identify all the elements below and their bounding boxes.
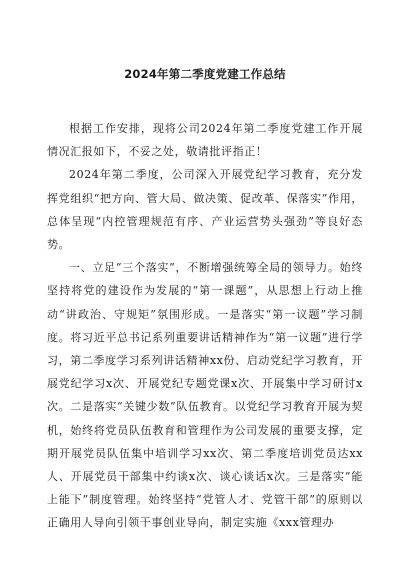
paragraph-intro: 根据工作安排，现将公司2024年第二季度党建工作开展情况汇报如下，不妥之处，敬请批评指正！ [47,122,363,159]
paragraph-section-one: 一、立足“三个落实”，不断增强统筹全局的领导力。始终坚持将党的建设作为发展的“第一课题”，从思想上行动上推动“讲政治、守规矩”氛围形成。一是落实“第一议题”学习制度。将习近平总书记系列重要讲话精神作为“第一议题”进行学习，第二季度学习系列讲话精神xx份、启动党纪学习教育，开展党纪学习x次、开展党纪专题党课x次、开展集中学习研讨x次。二是落实“关键少数”队伍教育。以党纪学习教育开展为契机，始终将党员队伍教育和管理作为公司发展的重要支撑，定期开展党员队伍集中培训学习xx次、第二季度培训党员达xx人、开展党员干部集中约谈x次、谈心谈话x次。三是落实“能上能下”制度管理。始终坚持“党管人才、党管干部”的原则以正确用人导向引领干事创业导向，制定实施《xxx管理办 [47,261,363,530]
document-body [47,117,363,535]
document-title: 2024年第二季度党建工作总结 [124,67,286,81]
paragraph-overview: 2024年第二季度，公司深入开展党纪学习教育，充分发挥党组织“把方向、管大局、做决策、促改革、保落实”作用，总体呈现“内控管理规范有序、产业运营势头强劲”等良好态势。 [47,168,363,252]
